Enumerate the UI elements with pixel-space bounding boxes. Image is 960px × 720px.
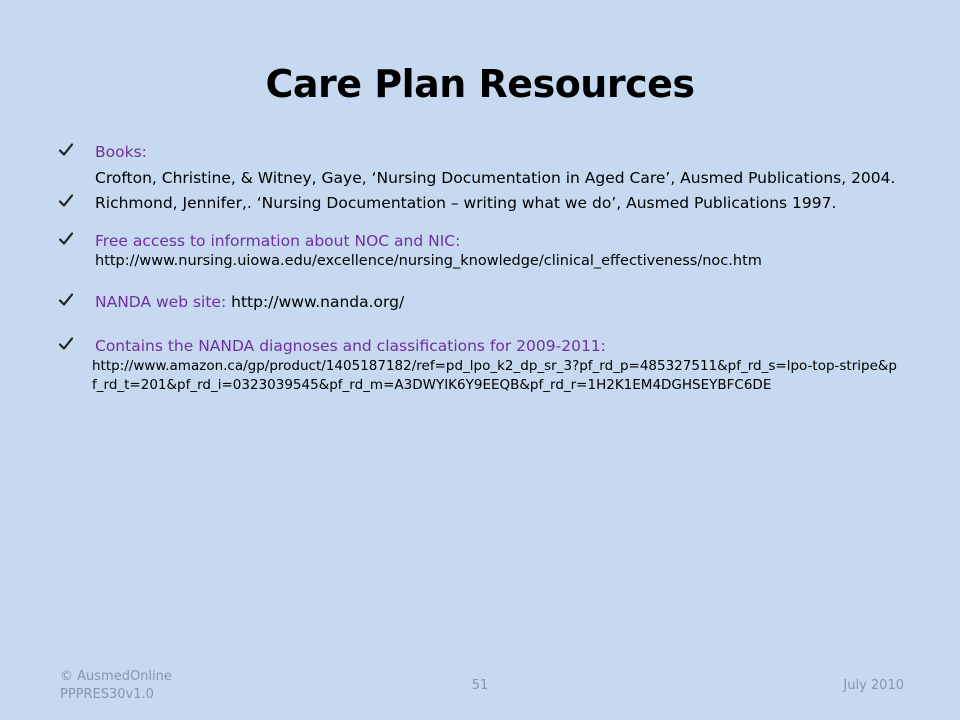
classifications-link[interactable]: http://www.amazon.ca/gp/product/1405187182/ref=pd_lpo_k2_dp_sr_3?pf_rd_p=485327511&pf_rd_s=lpo-top-stripe&pf_rd_t=201&pf_rd_i=0323039545&pf_rd_m=A3DWYIK6Y9EEQB&pf_rd_r=1H2K1EM4DGHSEYBFC6DE [92, 358, 897, 393]
footer-date: July 2010 [843, 678, 904, 693]
checkmark-icon [58, 193, 76, 209]
book-crofton: Crofton, Christine, & Witney, Gaye, ‘Nursing Documentation in Aged Care’, Ausmed Publications, 2004. [95, 169, 896, 187]
nanda-link[interactable]: http://www.nanda.org/ [231, 293, 405, 311]
bullet-nanda [58, 292, 918, 313]
footer-copyright [60, 668, 172, 704]
books-label: Books: [95, 143, 147, 161]
checkmark-icon [58, 231, 76, 247]
bullet-classifications [58, 336, 918, 357]
copyright-text: © AusmedOnline [60, 669, 172, 684]
classifications-label: Contains the NANDA diagnoses and classifications for 2009-2011: [95, 337, 606, 355]
nanda-label: NANDA web site: [95, 293, 227, 311]
bullet-richmond [58, 193, 918, 214]
bullet-books [58, 142, 918, 189]
noc-nic-label: Free access to information about NOC and NIC: [95, 232, 461, 250]
bullet-noc-nic [58, 231, 918, 271]
checkmark-icon [58, 292, 76, 308]
slide-number: 51 [471, 678, 489, 693]
slide-title: Care Plan Resources [265, 62, 695, 106]
slide-content [58, 142, 918, 395]
checkmark-icon [58, 142, 76, 158]
checkmark-icon [58, 336, 76, 352]
book-richmond: Richmond, Jennifer,. ‘Nursing Documentation – writing what we do’, Ausmed Publications 1997. [95, 194, 837, 212]
presentation-code: PPPRES30v1.0 [60, 687, 154, 702]
noc-nic-link[interactable]: http://www.nursing.uiowa.edu/excellence/nursing_knowledge/clinical_effectiveness/noc.htm [95, 253, 762, 269]
